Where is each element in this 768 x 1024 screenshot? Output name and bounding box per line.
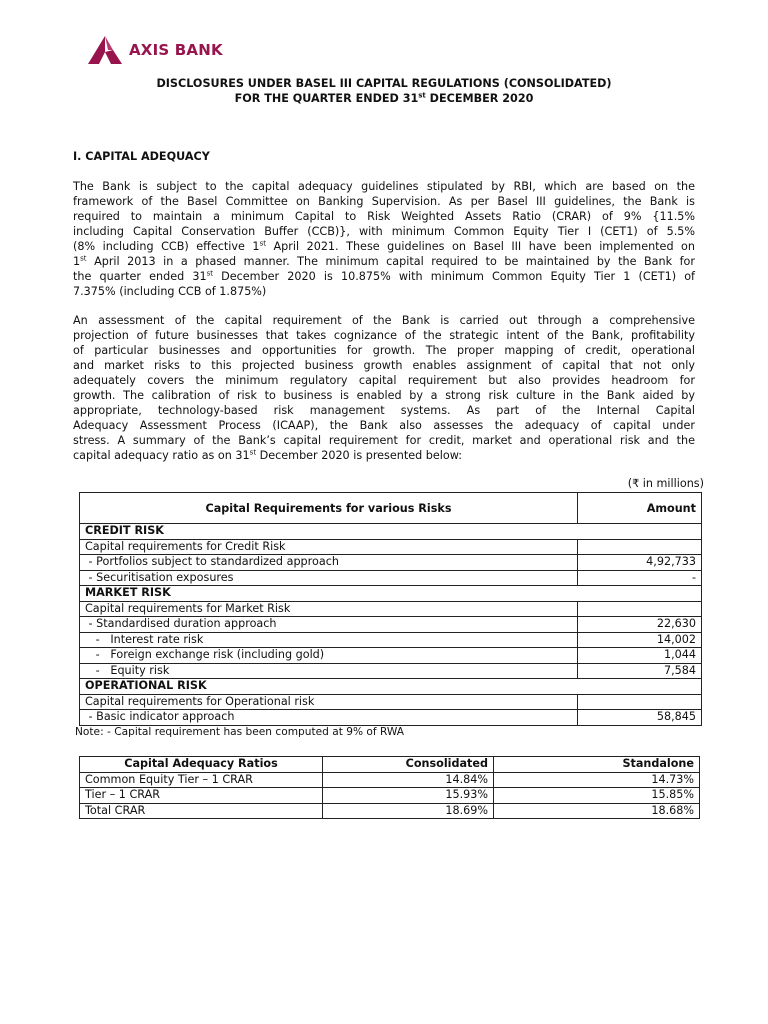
table-note: Note: - Capital requirement has been computed at 9% of RWA: [75, 726, 405, 738]
row-label: - Equity risk: [80, 663, 578, 679]
row-amount: 1,044: [578, 648, 702, 664]
header-risks: Capital Requirements for various Risks: [80, 493, 578, 524]
capital-adequacy-ratios-table: [79, 756, 700, 819]
row-label: - Standardised duration approach: [80, 617, 578, 633]
row-amount: 14,002: [578, 632, 702, 648]
row-label: MARKET RISK: [80, 586, 702, 602]
document-title-line1: DISCLOSURES UNDER BASEL III CAPITAL REGULATIONS (CONSOLIDATED): [156, 77, 612, 90]
table-row: [80, 710, 702, 726]
row-label: Tier – 1 CRAR: [80, 788, 323, 804]
table-header-row: [80, 493, 702, 524]
table-row: [80, 648, 702, 664]
row-consolidated: 18.69%: [323, 803, 494, 819]
row-amount: 58,845: [578, 710, 702, 726]
table-row: [80, 555, 702, 571]
row-amount: [578, 694, 702, 710]
row-label: CREDIT RISK: [80, 524, 702, 540]
row-label: OPERATIONAL RISK: [80, 679, 702, 695]
table-row: [80, 694, 702, 710]
table-header-row: [80, 757, 700, 773]
section-row: [80, 679, 702, 695]
table-row: [80, 601, 702, 617]
row-standalone: 18.68%: [494, 803, 700, 819]
row-label: - Securitisation exposures: [80, 570, 578, 586]
paragraph-line: 1st April 2013 in a phased manner. The minimum capital required to be maintained by the Bank for: [73, 254, 695, 268]
row-label: - Foreign exchange risk (including gold): [80, 648, 578, 664]
row-consolidated: 14.84%: [323, 772, 494, 788]
brand-name: AXIS BANK: [129, 41, 223, 59]
table-row: [80, 539, 702, 555]
row-amount: 7,584: [578, 663, 702, 679]
row-label: - Portfolios subject to standardized approach: [80, 555, 578, 571]
table-row: [80, 617, 702, 633]
paragraph-line: framework of the Basel Committee on Banking Supervision. As per Basel III guidelines, the Bank is: [73, 195, 695, 208]
row-amount: [578, 539, 702, 555]
row-label: Total CRAR: [80, 803, 323, 819]
paragraph-line: the quarter ended 31st December 2020 is 10.875% with minimum Common Equity Tier 1 (CET1) of: [73, 269, 695, 283]
paragraph-line: growth. The calibration of risk to business is enabled by a strong risk culture in the Bank aided by: [73, 389, 695, 402]
header-standalone: Standalone: [494, 757, 700, 773]
row-standalone: 14.73%: [494, 772, 700, 788]
paragraph-line: Adequacy Assessment Process (ICAAP), the Bank also assesses the adequacy of capital under: [73, 419, 695, 432]
table-row: [80, 632, 702, 648]
table-row: [80, 803, 700, 819]
document-title-line2: FOR THE QUARTER ENDED 31st DECEMBER 2020: [234, 91, 534, 105]
row-label: - Interest rate risk: [80, 632, 578, 648]
paragraph-line: stress. A summary of the Bank’s capital requirement for credit, market and operational risk and the: [73, 434, 695, 447]
section-row: [80, 586, 702, 602]
row-label: Capital requirements for Market Risk: [80, 601, 578, 617]
header-consolidated: Consolidated: [323, 757, 494, 773]
paragraph-line: 7.375% (including CCB of 1.875%): [73, 285, 267, 298]
table-row: [80, 570, 702, 586]
header-ratios: Capital Adequacy Ratios: [80, 757, 323, 773]
paragraph-line: required to maintain a minimum Capital to Risk Weighted Assets Ratio (CRAR) of 9% {11.5%: [73, 210, 695, 223]
paragraph-line: The Bank is subject to the capital adequacy guidelines stipulated by RBI, which are based on the: [73, 180, 695, 193]
axis-bank-logo: [86, 34, 223, 66]
capital-requirements-table: [79, 492, 702, 726]
row-consolidated: 15.93%: [323, 788, 494, 804]
axis-bank-logo-icon: [86, 34, 124, 66]
section-row: [80, 524, 702, 540]
units-label: (₹ in millions): [627, 477, 704, 490]
paragraph-line: capital adequacy ratio as on 31st December 2020 is presented below:: [73, 448, 463, 462]
row-amount: 4,92,733: [578, 555, 702, 571]
paragraph-capital-adequacy: [73, 179, 695, 299]
section-heading: I. CAPITAL ADEQUACY: [73, 150, 210, 163]
row-label: Common Equity Tier – 1 CRAR: [80, 772, 323, 788]
paragraph-line: (8% including CCB) effective 1st April 2021. These guidelines on Basel III have been implemented on: [73, 239, 695, 253]
table-row: [80, 772, 700, 788]
row-label: - Basic indicator approach: [80, 710, 578, 726]
paragraph-line: An assessment of the capital requirement of the Bank is carried out through a comprehensive: [73, 314, 695, 327]
table-row: [80, 788, 700, 804]
paragraph-line: projection of future businesses that takes cognizance of the strategic intent of the Bank, profitability: [73, 329, 695, 342]
row-label: Capital requirements for Credit Risk: [80, 539, 578, 555]
paragraph-line: appropriate, technology-based risk management systems. As part of the Internal Capital: [73, 404, 695, 417]
row-amount: [578, 601, 702, 617]
row-amount: 22,630: [578, 617, 702, 633]
paragraph-line: including Capital Conservation Buffer (CCB)}, with minimum Common Equity Tier I (CET1) of 5.5%: [73, 225, 695, 238]
paragraph-assessment: [73, 313, 695, 463]
row-standalone: 15.85%: [494, 788, 700, 804]
paragraph-line: of particular businesses and opportunities for growth. The proper mapping of credit, operational: [73, 344, 695, 357]
table-row: [80, 663, 702, 679]
paragraph-line: and market risks to this projected business growth enables assignment of capital that not only: [73, 359, 695, 372]
paragraph-line: adequately covers the minimum regulatory capital requirement but also provides headroom for: [73, 374, 695, 387]
header-amount: Amount: [578, 493, 702, 524]
row-label: Capital requirements for Operational risk: [80, 694, 578, 710]
row-amount: -: [578, 570, 702, 586]
